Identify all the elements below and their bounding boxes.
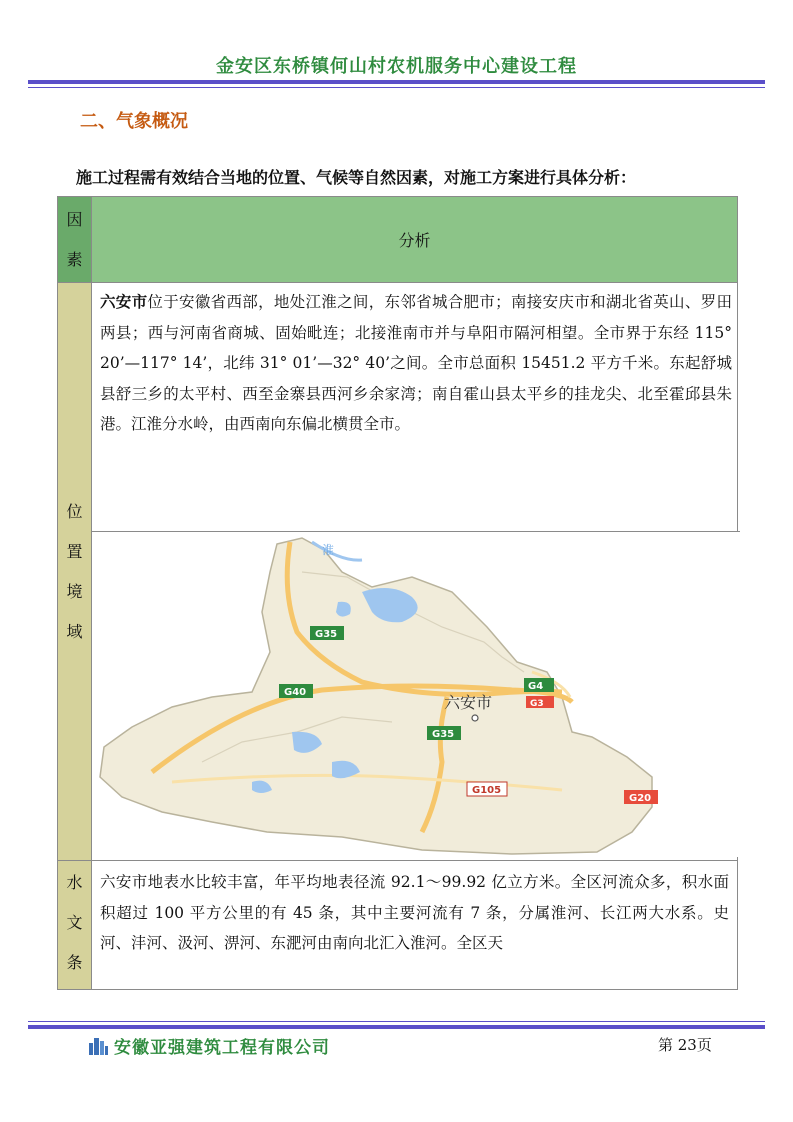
- footer-rule-thin: [28, 1021, 765, 1022]
- location-lead: 六安市: [100, 292, 148, 311]
- page-number: 第 23页: [658, 1036, 712, 1054]
- header-rule-thick: [28, 80, 765, 84]
- document-header-title: 金安区东桥镇何山村农机服务中心建设工程: [216, 56, 577, 77]
- road-label: G40: [284, 687, 307, 698]
- road-label: G35: [432, 729, 455, 740]
- location-key-cell: [58, 283, 92, 860]
- lake-shape: [336, 602, 351, 617]
- header-factor-char: 因: [66, 209, 83, 229]
- section-heading: 二、气象概况: [80, 111, 188, 132]
- footer-company-block: [88, 1033, 330, 1058]
- hydrology-content-cell: [92, 861, 737, 989]
- location-key-char: 境: [66, 581, 83, 601]
- table-row-location: [58, 283, 737, 861]
- location-content-cell: [92, 283, 740, 860]
- city-label: 六安市: [444, 693, 493, 712]
- hydrology-key-cell: [58, 861, 92, 989]
- header-factor-cell: [58, 197, 92, 282]
- region-map: [92, 531, 740, 857]
- building-logo-icon: [88, 1037, 108, 1055]
- road-label: G3: [530, 699, 544, 709]
- table-row-hydrology: [58, 861, 737, 989]
- header-rule-thin: [28, 87, 765, 88]
- location-key-char: 域: [66, 621, 83, 641]
- location-key-char: 位: [66, 501, 83, 521]
- hydrology-key-char: 水: [66, 873, 83, 892]
- road-label: G35: [315, 629, 338, 640]
- city-marker: [472, 715, 478, 721]
- river-label: 淮: [322, 543, 335, 557]
- table-header-row: [58, 197, 737, 283]
- road-label: G4: [528, 681, 544, 692]
- footer-rule-thick: [28, 1025, 765, 1029]
- hydrology-key-char: 条: [66, 953, 83, 972]
- road-label: G20: [629, 793, 652, 804]
- analysis-table: [57, 196, 738, 990]
- location-text: 位于安徽省西部，地处江淮之间，东邻省城合肥市；南接安庆市和湖北省英山、罗田两县；西与河南省商城、固始毗连；北接淮南市并与阜阳市隔河相望。全市界于东经 115° 20’—117° 14’，北纬 31° 01’—32° 40’之间。全市总面积 15451.2 平方千米。东起舒城县舒三乡的太平村、西至金寨县西河乡余家湾；南自霍山县太平乡的挂龙尖、北至霍邱县朱港。江淮分水岭，由西南向东偏北横贯全市。: [100, 293, 732, 433]
- intro-sentence: 施工过程需有效结合当地的位置、气候等自然因素，对施工方案进行具体分析：: [76, 168, 637, 187]
- header-factor-char: 素: [66, 249, 83, 269]
- location-paragraph: [92, 283, 740, 531]
- map-graphic: [92, 532, 740, 857]
- footer-company-name: 安徽亚强建筑工程有限公司: [114, 1038, 330, 1058]
- hydrology-key-char: 文: [66, 913, 83, 932]
- road-label: G105: [472, 785, 502, 796]
- location-key-char: 置: [66, 541, 83, 561]
- header-analysis-cell: 分析: [92, 197, 737, 282]
- hydrology-paragraph: 六安市地表水比较丰富，年平均地表径流 92.1～99.92 亿立方米。全区河流众多，积水面积超过 100 平方公里的有 45 条，其中主要河流有 7 条，分属淮河、长江两大水系。史河、沣河、汲河、淠河、东淝河由南向北汇入淮河。全区天: [100, 873, 729, 952]
